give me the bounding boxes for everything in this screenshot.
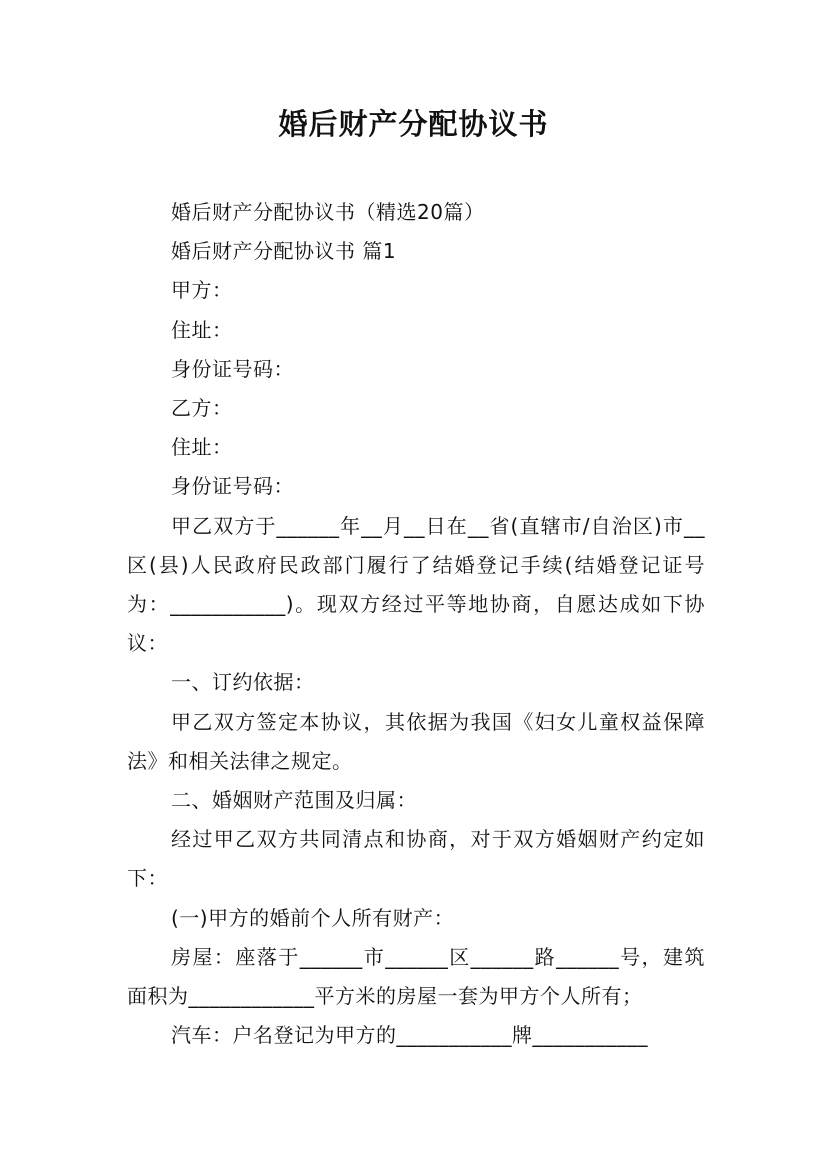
paragraph-heading: 婚后财产分配协议书（精选20篇） <box>171 200 485 224</box>
paragraph-car: 汽车：户名登记为甲方的___________牌___________ <box>171 1023 648 1048</box>
paragraph-id-b: 身份证号码： <box>171 474 294 499</box>
paragraph-address-a: 住址： <box>171 317 233 342</box>
paragraph-property-heading: 二、婚姻财产范围及归属： <box>171 788 417 813</box>
paragraph-property-text: 经过甲乙双方共同清点和协商，对于双方婚姻财产约定如下： <box>127 827 705 891</box>
paragraph-house: 房屋：座落于______市______区______路______号，建筑面积为____________平方米的房屋一套为甲方个人所有； <box>127 944 705 1009</box>
paragraph-premarital-heading: (一)甲方的婚前个人所有财产： <box>171 905 455 930</box>
paragraph-party-b: 乙方： <box>171 396 233 421</box>
document-body <box>127 193 705 1055</box>
document-title: 婚后财产分配协议书 <box>278 107 549 141</box>
paragraph-basis-heading: 一、订约依据： <box>171 670 315 695</box>
paragraph-party-a: 甲方： <box>171 278 233 303</box>
paragraph-address-b: 住址： <box>171 435 233 460</box>
paragraph-id-a: 身份证号码： <box>171 356 294 381</box>
paragraph-marriage-registration: 甲乙双方于______年__月__日在__省(直辖市/自治区)市__区(县)人民政府民政部门履行了结婚登记手续(结婚登记证号为：___________)。现双方经过平等地协商，自愿达成如下协议： <box>127 513 705 656</box>
paragraph-basis-text: 甲乙双方签定本协议，其依据为我国《妇女儿童权益保障法》和相关法律之规定。 <box>127 709 705 773</box>
paragraph-section-title: 婚后财产分配协议书 篇1 <box>171 239 397 264</box>
